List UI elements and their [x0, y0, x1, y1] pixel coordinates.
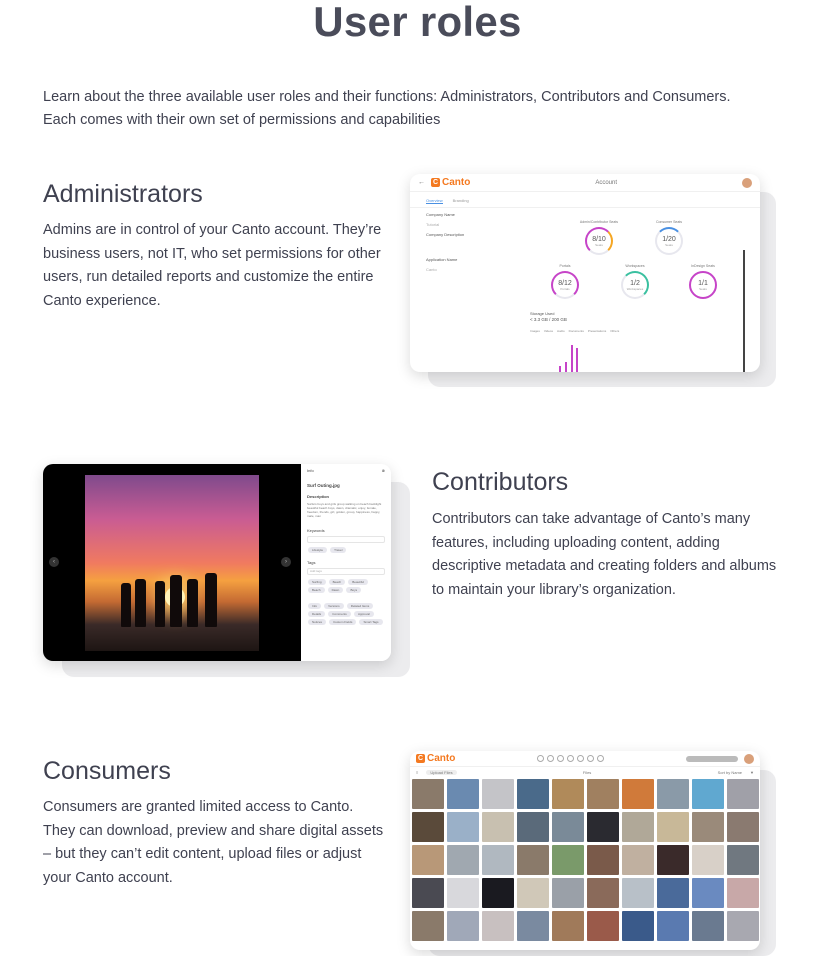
asset-thumbnail[interactable] [587, 878, 619, 908]
keywords-label: Keywords [307, 528, 325, 533]
ring-caption-1: Consumer Seats [655, 220, 683, 224]
ring-caption-4: InDesign Seats [691, 264, 715, 268]
administrators-text: Admins are in control of your Canto account. They’re business users, not IT, who set permissions for other users, run detailed reports and customize the entire Canto experience. [43, 222, 382, 309]
scrollbar[interactable] [743, 250, 745, 372]
panel-tab[interactable]: Related Items [347, 603, 374, 609]
asset-thumbnail[interactable] [692, 878, 724, 908]
asset-thumbnail[interactable] [517, 812, 549, 842]
asset-thumbnail[interactable] [552, 845, 584, 875]
asset-thumbnail[interactable] [657, 845, 689, 875]
consumer-screenshot [410, 751, 760, 950]
asset-thumbnail[interactable] [517, 779, 549, 809]
asset-thumbnail[interactable] [412, 845, 444, 875]
upload-files-button[interactable]: Upload Files [426, 770, 456, 775]
asset-thumbnail[interactable] [517, 845, 549, 875]
admin-company-info [426, 212, 521, 277]
storage-bars [545, 339, 585, 372]
asset-thumbnail[interactable] [447, 812, 479, 842]
ring-workspaces: 1/2 Workspaces [621, 271, 649, 299]
asset-thumbnail[interactable] [727, 812, 759, 842]
info-header [307, 468, 385, 473]
asset-thumbnail[interactable] [727, 779, 759, 809]
asset-thumbnail[interactable] [482, 812, 514, 842]
asset-thumbnail[interactable] [552, 812, 584, 842]
sort-dropdown[interactable]: Sort by Name [717, 770, 743, 775]
ring-caption-2: Portals [559, 264, 571, 268]
panel-tab[interactable]: Comments [328, 611, 351, 617]
tag-chip[interactable]: Dawn [328, 587, 344, 593]
tab-overview: Overview [426, 198, 443, 203]
consumer-topbar [410, 751, 760, 767]
intro-text: Learn about the three available user roles and their functions: Administrators, Contributors and Consumers. Each comes with their own set of permissions and capabilities [43, 89, 731, 128]
ring-portals: 8/12 Portals [551, 271, 579, 299]
asset-thumbnail[interactable] [622, 911, 654, 941]
asset-thumbnail[interactable] [482, 845, 514, 875]
asset-grid [412, 779, 759, 941]
keywords-input[interactable] [307, 536, 385, 543]
ring-admin-seats: 8/10 Seats [585, 227, 613, 255]
asset-thumbnail[interactable] [447, 911, 479, 941]
asset-thumbnail[interactable] [692, 779, 724, 809]
panel-tab[interactable]: Smart Tags [359, 619, 382, 625]
info-pane [301, 464, 391, 661]
search-input[interactable] [686, 756, 738, 762]
asset-thumbnail[interactable] [517, 878, 549, 908]
consumers-text: Consumers are granted limited access to Canto. They can download, preview and share digital assets – but they can’t edit content, upload files or adjust your Canto account. [43, 799, 384, 886]
ring-indesign: 1/1 Seats [689, 271, 717, 299]
app-name-value: Canto [426, 267, 437, 272]
page-title: User roles [313, 0, 522, 45]
asset-thumbnail[interactable] [482, 779, 514, 809]
tab-branding: Branding [452, 198, 469, 203]
asset-thumbnail[interactable] [657, 812, 689, 842]
tags-input[interactable]: Add tags [307, 568, 385, 575]
info-label: Info [307, 468, 314, 473]
file-name: Surf Outing.jpg [307, 483, 340, 488]
ring-consumer-seats: 1/20 Seats [655, 227, 683, 255]
asset-thumbnail[interactable] [587, 911, 619, 941]
consumer-subbar [410, 767, 760, 778]
asset-thumbnail[interactable] [727, 911, 759, 941]
panel-tab[interactable]: Info [308, 603, 321, 609]
avatar [742, 178, 752, 188]
menu-icon[interactable]: ≡ [416, 770, 419, 775]
tag-chip[interactable]: Beach [329, 579, 346, 585]
tag-chip[interactable]: Surfing [308, 579, 326, 585]
keyword-tag[interactable]: Travel [330, 547, 346, 553]
keyword-tag[interactable]: Lifestyle [308, 547, 327, 553]
prev-image-button[interactable]: ‹ [49, 557, 59, 567]
canto-logo: C Canto [432, 177, 471, 188]
toolbar-icons [455, 755, 686, 762]
asset-thumbnail[interactable] [412, 911, 444, 941]
close-icon[interactable]: ⊗ [381, 468, 385, 473]
asset-thumbnail[interactable] [727, 878, 759, 908]
admin-screenshot [410, 174, 760, 372]
asset-thumbnail[interactable] [622, 812, 654, 842]
asset-thumbnail[interactable] [587, 845, 619, 875]
description-text[interactable]: Surfers boys and girls group walking on beach backlight beautiful beach boys, dawn, dramatic, enjoy, female, freedom, friends, girl, golden, group, happiness, happy, male, man [307, 502, 382, 518]
asset-thumbnail[interactable] [412, 779, 444, 809]
panel-tab[interactable]: Details [308, 611, 325, 617]
canto-logo: C Canto [417, 753, 456, 764]
tag-chip[interactable]: Boys [346, 587, 361, 593]
asset-thumbnail[interactable] [552, 878, 584, 908]
tags-label: Tags [307, 560, 316, 565]
description-label: Description [307, 494, 330, 499]
panel-tab[interactable]: Notices [308, 619, 326, 625]
asset-thumbnail[interactable] [447, 845, 479, 875]
consumers-title: Consumers [43, 757, 171, 785]
asset-thumbnail[interactable] [587, 779, 619, 809]
administrators-title: Administrators [43, 180, 203, 208]
asset-thumbnail[interactable] [482, 911, 514, 941]
company-name-label: Company Name [426, 212, 455, 217]
contrib-screenshot [43, 464, 391, 661]
contributors-title: Contributors [432, 468, 569, 496]
asset-thumbnail[interactable] [482, 878, 514, 908]
asset-thumbnail[interactable] [727, 845, 759, 875]
avatar [744, 754, 754, 764]
ring-caption-3: Workspaces [625, 264, 645, 268]
asset-thumbnail[interactable] [412, 812, 444, 842]
asset-thumbnail[interactable] [692, 911, 724, 941]
app-name-label: Application Name [426, 257, 458, 262]
asset-thumbnail[interactable] [657, 911, 689, 941]
asset-thumbnail[interactable] [517, 911, 549, 941]
asset-thumbnail[interactable] [692, 845, 724, 875]
asset-thumbnail[interactable] [692, 812, 724, 842]
storage-value: < 3.3 GB / 200 GB [530, 317, 567, 322]
storage-label: Storage Used [530, 311, 555, 316]
back-arrow-icon: ← [418, 179, 425, 186]
asset-thumbnail[interactable] [657, 878, 689, 908]
panel-tab[interactable]: Custom Fields [329, 619, 356, 625]
contributors-text: Contributors can take advantage of Canto’s many features, including uploading content, adding descriptive metadata and creating folders and albums to maintain your library’s organization. [432, 511, 777, 598]
files-label: Files [582, 770, 592, 775]
image-preview-pane [43, 464, 301, 661]
asset-thumbnail[interactable] [412, 878, 444, 908]
panel-tab[interactable]: Approval [354, 611, 374, 617]
storage-legend: Images Videos Audio Documents Presentations Others [530, 329, 620, 333]
asset-thumbnail[interactable] [622, 878, 654, 908]
company-name-value: Tutorial [426, 222, 440, 227]
tag-chip[interactable]: Beach [308, 587, 325, 593]
admin-header-title: Account [595, 179, 618, 186]
asset-thumbnail[interactable] [622, 845, 654, 875]
tag-chip[interactable]: Beautiful [348, 579, 368, 585]
asset-thumbnail[interactable] [552, 911, 584, 941]
ring-caption-0: Admin/Contributor Seats [579, 220, 619, 224]
asset-thumbnail[interactable] [587, 812, 619, 842]
filter-icon[interactable]: ▼ [750, 770, 754, 775]
asset-thumbnail[interactable] [447, 878, 479, 908]
asset-thumbnail[interactable] [657, 779, 689, 809]
panel-tab[interactable]: Versions [324, 603, 344, 609]
next-image-button[interactable]: › [281, 557, 291, 567]
asset-thumbnail[interactable] [447, 779, 479, 809]
asset-thumbnail[interactable] [622, 779, 654, 809]
admin-topbar [410, 174, 760, 192]
surf-photo [85, 475, 259, 651]
admin-tabs [410, 192, 760, 208]
company-desc-label: Company Description [426, 232, 465, 237]
asset-thumbnail[interactable] [552, 779, 584, 809]
